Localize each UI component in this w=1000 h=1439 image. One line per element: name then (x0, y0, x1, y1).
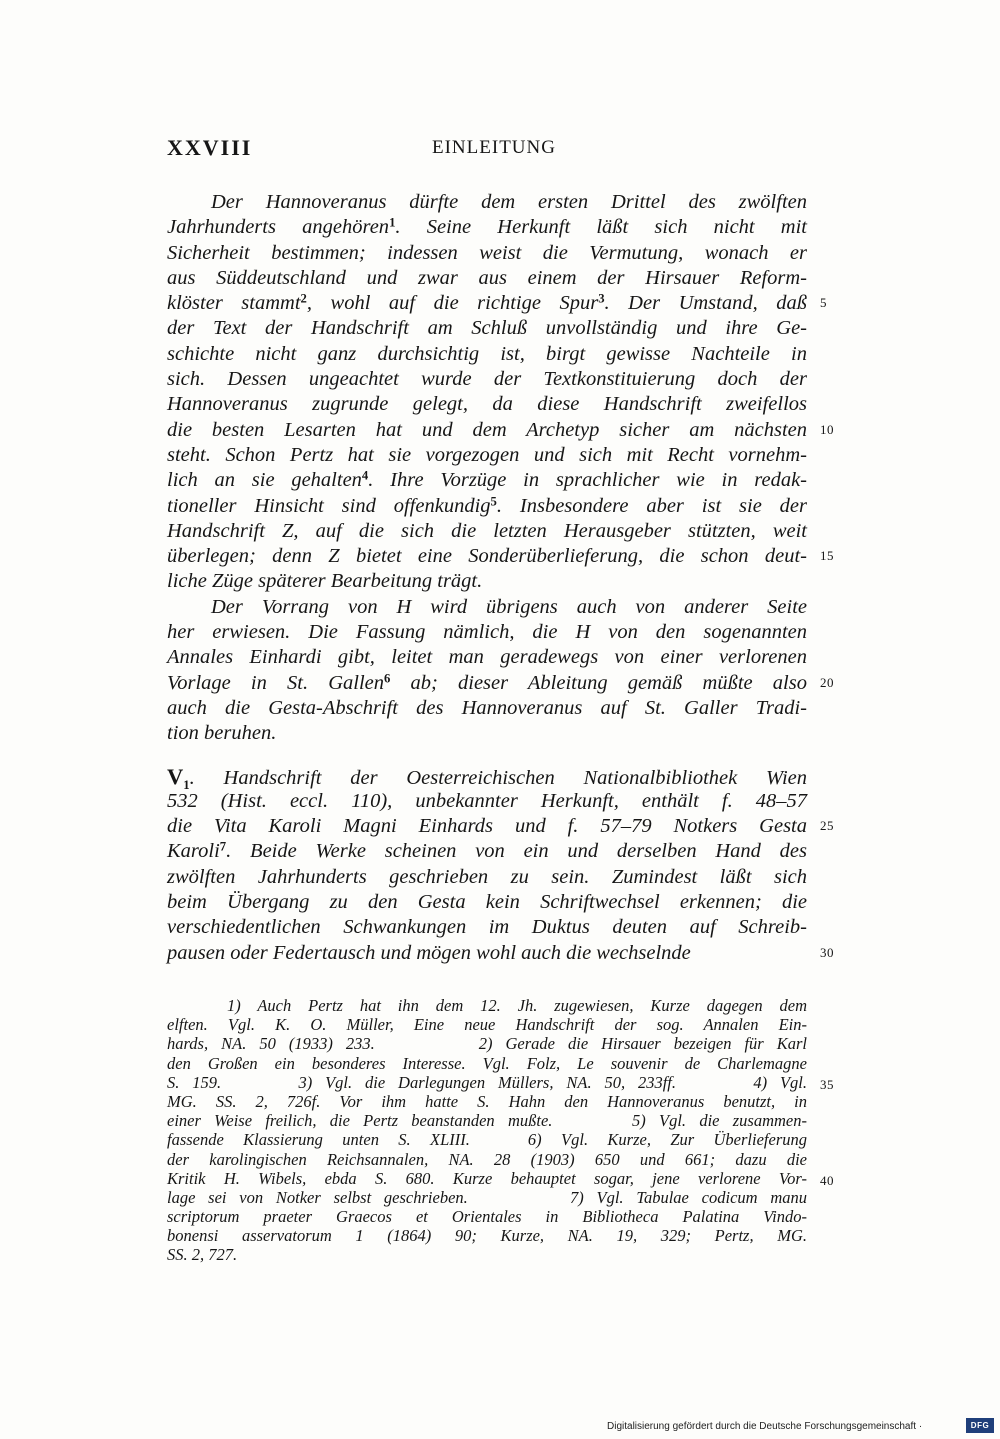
text-run: tion beruhen. (167, 722, 277, 745)
body-line (167, 789, 807, 814)
body-line (167, 620, 807, 645)
text-run: Hannoveranus zugrunde gelegt, da diese Handschrift zweifellos (167, 393, 807, 416)
text-run: her erwiesen. Die Fassung nämlich, die H von den sogenannten (167, 621, 807, 644)
siglum-subscript: 1 (183, 777, 190, 792)
body-line (167, 915, 807, 940)
body-line (167, 266, 807, 291)
footnote-line: bonensi asservatorum 1 (1864) 90; Kurze, NA. 19, 329; Pertz, MG. (167, 1226, 807, 1246)
body-line (167, 763, 807, 792)
text-run: . Beide Werke scheinen von ein und derselben Hand des (226, 840, 807, 863)
text-run: die Vita Karoli Magni Einhards und f. 57–79 Notkers Gesta (167, 815, 807, 838)
text-run: . Handschrift der Oesterreichischen Nationalbibliothek Wien (189, 766, 807, 789)
text-run: Annales Einhardi gibt, leitet man geradewegs von einer verlorenen (167, 646, 807, 669)
text-run: tioneller Hinsicht sind offenkundig (167, 494, 491, 517)
body-line (167, 941, 807, 966)
body-line (167, 190, 807, 215)
body-line (167, 291, 807, 316)
body-line (167, 418, 807, 443)
text-run: die besten Lesarten hat und dem Archetyp sicher am nächsten (167, 418, 807, 441)
footnote-line: Kritik H. Wibels, ebda S. 680. Kurze behauptet sogar, jene verlorene Vor- (167, 1168, 807, 1188)
running-title: EINLEITUNG (432, 137, 556, 158)
text-run: . Der Umstand, daß (604, 292, 807, 315)
body-line (167, 890, 807, 915)
body-line (167, 392, 807, 417)
body-line (167, 342, 807, 367)
body-line (167, 721, 807, 746)
footnote-line: den Großen ein besonderes Interesse. Vgl. Folz, Le souvenir de Charlemagne (167, 1053, 807, 1073)
text-run: 532 (Hist. eccl. 110), unbekannter Herkunft, enthält f. 48–57 (167, 789, 807, 812)
text-run: Jahrhunderts angehören (167, 216, 390, 239)
body-line (167, 696, 807, 721)
text-run: steht. Schon Pertz hat sie vorgezogen und sich mit Recht vornehm- (167, 443, 807, 466)
text-run: . Ihre Vorzüge in sprachlicher wie in redak- (368, 469, 807, 492)
body-line (167, 519, 807, 544)
text-run: Der Vorrang von H wird übrigens auch von anderer Seite (211, 595, 807, 618)
text-run: Handschrift Z, auf die sich die letzten Herausgeber stützten, weit (167, 519, 807, 542)
margin-line-number: 35 (820, 1077, 834, 1092)
text-run: . Seine Herkunft läßt sich nicht mit (395, 216, 807, 239)
body-line (167, 468, 807, 493)
margin-line-number: 30 (820, 945, 834, 960)
footnote-marker: 1 (389, 215, 396, 230)
manuscript-siglum: V (167, 763, 184, 789)
text-run: überlegen; denn Z bietet eine Sonderüberlieferung, die schon deut- (167, 545, 807, 568)
footnote-marker: 6 (384, 671, 391, 686)
footnote-line: einer Weise freilich, die Pertz beanstanden mußte. 5) Vgl. die zusammen- (167, 1111, 807, 1131)
dfg-logo: DFG (966, 1418, 994, 1433)
margin-line-number: 25 (820, 818, 834, 833)
footnote-marker: 7 (219, 840, 227, 855)
text-run: Karoli (167, 840, 220, 863)
body-line (167, 839, 807, 864)
text-run: beim Übergang zu den Gesta kein Schriftwechsel erkennen; die (167, 891, 807, 914)
margin-line-number: 40 (820, 1173, 834, 1188)
footnote-line: hards, NA. 50 (1933) 233. 2) Gerade die Hirsauer bezeigen für Karl (167, 1034, 807, 1054)
text-run: zwölften Jahrhunderts geschrieben zu sein. Zumindest läßt sich (167, 865, 807, 888)
body-line (167, 569, 807, 594)
margin-line-number: 15 (820, 548, 834, 563)
footnote-line: MG. SS. 2, 726f. Vor ihm hatte S. Hahn den Hannoveranus benutzt, in (167, 1091, 807, 1111)
text-run: aus Süddeutschland und zwar aus einem der Hirsauer Reform- (167, 266, 807, 289)
footnote-line: fassende Klassierung unten S. XLIII. 6) Vgl. Kurze, Zur Überlieferung (167, 1130, 807, 1150)
text-run: lich an sie gehalten (167, 469, 362, 492)
footnote-marker: 3 (598, 291, 605, 306)
margin-line-number: 20 (820, 675, 834, 690)
footnote-line: der karolingischen Reichsannalen, NA. 28 (1903) 650 und 661; dazu die (167, 1149, 807, 1169)
body-text (167, 190, 807, 966)
body-line (167, 865, 807, 890)
digitization-credit: Digitalisierung gefördert durch die Deutsche Forschungsgemeinschaft · (607, 1421, 923, 1432)
footnote-marker: 4 (361, 468, 369, 483)
footnote-marker: 5 (490, 494, 497, 509)
footnote-line: lage sei von Notker selbst geschrieben. 7) Vgl. Tabulae codicum manu (167, 1187, 807, 1207)
text-run: pausen oder Federtausch und mögen wohl auch die wechselnde (167, 941, 691, 964)
text-run: Der Hannoveranus dürfte dem ersten Drittel des zwölften (211, 191, 807, 213)
body-line (167, 215, 807, 240)
text-run: der Text der Handschrift am Schluß unvollständig und ihre Ge- (167, 317, 807, 340)
text-run: , wohl auf die richtige Spur (306, 292, 599, 315)
page-header (167, 135, 807, 165)
body-line (167, 814, 807, 839)
text-run: ab; dieser Ableitung gemäß müßte also (390, 671, 807, 694)
footnote-line: S. 159. 3) Vgl. die Darlegungen Müllers, NA. 50, 233ff. 4) Vgl. (167, 1072, 807, 1092)
text-run: Sicherheit bestimmen; indessen weist die Vermutung, wonach er (167, 241, 807, 264)
footnote-line: SS. 2, 727. (167, 1245, 238, 1265)
body-line (167, 595, 807, 620)
text-run: sich. Dessen ungeachtet wurde der Textkonstituierung doch der (167, 368, 807, 391)
body-line (167, 241, 807, 266)
text-run: klöster stammt (167, 292, 301, 315)
body-line (167, 443, 807, 468)
footnote-line: 1) Auch Pertz hat ihn dem 12. Jh. zugewiesen, Kurze dagegen dem (227, 996, 807, 1015)
text-run: Vorlage in St. Gallen (167, 671, 385, 694)
text-run: auch die Gesta-Abschrift des Hannoveranus auf St. Galler Tradi- (167, 696, 807, 719)
text-run: liche Züge späterer Bearbeitung trägt. (167, 570, 483, 593)
body-line (167, 494, 807, 519)
footnote-line: scriptorum praeter Graecos et Orientales in Bibliotheca Palatina Vindo- (167, 1207, 807, 1227)
margin-line-number: 5 (820, 295, 827, 310)
footnotes (167, 996, 807, 1265)
text-run: . Insbesondere aber ist sie der (496, 494, 808, 517)
page-number: XXVIII (167, 135, 253, 160)
text-run: schichte nicht ganz durchsichtig ist, birgt gewisse Nachteile in (167, 342, 807, 365)
footnote-marker: 2 (300, 291, 307, 306)
body-line (167, 367, 807, 392)
body-line (167, 645, 807, 670)
text-run: verschiedentlichen Schwankungen im Duktus deuten auf Schreib- (167, 916, 807, 939)
body-line (167, 671, 807, 696)
footnote-line: elften. Vgl. K. O. Müller, Eine neue Handschrift der sog. Annalen Ein- (167, 1015, 807, 1035)
body-line (167, 544, 807, 569)
margin-line-number: 10 (820, 422, 834, 437)
body-line (167, 316, 807, 341)
